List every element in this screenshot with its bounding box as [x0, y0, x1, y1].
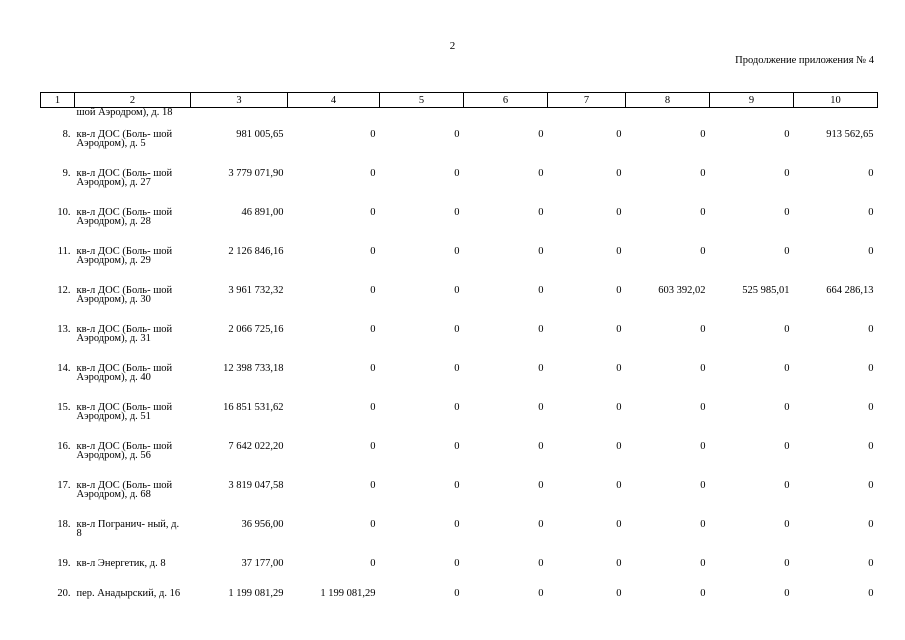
value-cell-c10: 0: [868, 480, 874, 491]
address-cell: кв-л ДОС (Боль- шой Аэродром), д. 28: [76, 207, 173, 227]
appendix-caption: Продолжение приложения № 4: [735, 55, 874, 66]
value-cell-c10: 0: [868, 168, 874, 179]
value-cell-c7: 0: [616, 441, 622, 452]
value-cell-c10: 0: [868, 363, 874, 374]
value-cell-c7: 0: [616, 363, 622, 374]
value-cell-c9: 0: [784, 129, 790, 140]
value-cell-c7: 0: [616, 246, 622, 257]
continuation-cell: шой Аэродром), д. 18: [76, 107, 173, 118]
address-cell: кв-л Погранич- ный, д. 8: [76, 519, 180, 539]
value-cell-c3: 37 177,00: [241, 558, 284, 569]
value-cell-c10: 0: [868, 402, 874, 413]
value-cell-c8: 0: [700, 441, 706, 452]
column-header-5: 5: [380, 93, 464, 108]
row-number: 9.: [62, 168, 71, 179]
value-cell-c7: 0: [616, 285, 622, 296]
value-cell-c6: 0: [538, 246, 544, 257]
row-number: 20.: [57, 588, 71, 599]
value-cell-c10: 0: [868, 558, 874, 569]
value-cell-c10: 0: [868, 441, 874, 452]
value-cell-c10: 913 562,65: [826, 129, 874, 140]
value-cell-c8: 0: [700, 246, 706, 257]
column-header-9: 9: [710, 93, 794, 108]
value-cell-c7: 0: [616, 324, 622, 335]
value-cell-c4: 0: [370, 207, 376, 218]
value-cell-c8: 0: [700, 363, 706, 374]
value-cell-c4: 0: [370, 402, 376, 413]
value-cell-c8: 0: [700, 129, 706, 140]
value-cell-c6: 0: [538, 363, 544, 374]
table-row-continuation: [41, 108, 878, 131]
table-row: [41, 403, 878, 442]
value-cell-c7: 0: [616, 168, 622, 179]
value-cell-c3: 981 005,65: [236, 129, 284, 140]
row-number: 16.: [57, 441, 71, 452]
value-cell-c4: 0: [370, 480, 376, 491]
value-cell-c6: 0: [538, 129, 544, 140]
value-cell-c4: 1 199 081,29: [320, 588, 376, 599]
value-cell-c3: 2 126 846,16: [228, 246, 284, 257]
value-cell-c5: 0: [454, 246, 460, 257]
value-cell-c4: 0: [370, 168, 376, 179]
row-number: 19.: [57, 558, 71, 569]
value-cell-c8: 0: [700, 324, 706, 335]
value-cell-c10: 0: [868, 207, 874, 218]
value-cell-c4: 0: [370, 363, 376, 374]
address-cell: кв-л ДОС (Боль- шой Аэродром), д. 51: [76, 402, 173, 422]
row-number: 15.: [57, 402, 71, 413]
value-cell-c3: 7 642 022,20: [228, 441, 284, 452]
value-cell-c8: 0: [700, 558, 706, 569]
row-number: 14.: [57, 363, 71, 374]
value-cell-c6: 0: [538, 480, 544, 491]
value-cell-c4: 0: [370, 129, 376, 140]
value-cell-c5: 0: [454, 363, 460, 374]
address-cell: кв-л ДОС (Боль- шой Аэродром), д. 5: [76, 129, 173, 149]
row-number: 10.: [57, 207, 71, 218]
value-cell-c8: 0: [700, 207, 706, 218]
column-header-10: 10: [794, 93, 878, 108]
value-cell-c5: 0: [454, 588, 460, 599]
value-cell-c8: 0: [700, 168, 706, 179]
value-cell-c9: 0: [784, 402, 790, 413]
table-row: [41, 169, 878, 208]
value-cell-c5: 0: [454, 129, 460, 140]
address-cell: кв-л ДОС (Боль- шой Аэродром), д. 56: [76, 441, 173, 461]
value-cell-c10: 0: [868, 588, 874, 599]
value-cell-c9: 0: [784, 480, 790, 491]
address-cell: кв-л Энергетик, д. 8: [76, 558, 166, 569]
value-cell-c5: 0: [454, 519, 460, 530]
address-cell: кв-л ДОС (Боль- шой Аэродром), д. 29: [76, 246, 173, 266]
value-cell-c8: 0: [700, 402, 706, 413]
address-cell: кв-л ДОС (Боль- шой Аэродром), д. 40: [76, 363, 173, 383]
value-cell-c9: 0: [784, 363, 790, 374]
value-cell-c4: 0: [370, 441, 376, 452]
value-cell-c6: 0: [538, 285, 544, 296]
value-cell-c3: 2 066 725,16: [228, 324, 284, 335]
value-cell-c7: 0: [616, 519, 622, 530]
value-cell-c9: 0: [784, 324, 790, 335]
column-header-7: 7: [548, 93, 626, 108]
value-cell-c4: 0: [370, 519, 376, 530]
value-cell-c6: 0: [538, 324, 544, 335]
value-cell-c3: 1 199 081,29: [228, 588, 284, 599]
table-row: [41, 589, 878, 617]
table-row: [41, 208, 878, 247]
value-cell-c7: 0: [616, 129, 622, 140]
value-cell-c6: 0: [538, 168, 544, 179]
row-number: 11.: [57, 246, 71, 257]
table-row: [41, 559, 878, 589]
table-row: [41, 247, 878, 286]
address-cell: кв-л ДОС (Боль- шой Аэродром), д. 30: [76, 285, 173, 305]
table-row: [41, 130, 878, 169]
value-cell-c9: 0: [784, 519, 790, 530]
value-cell-c9: 0: [784, 168, 790, 179]
address-cell: пер. Анадырский, д. 16: [76, 588, 181, 599]
value-cell-c5: 0: [454, 207, 460, 218]
row-number: 8.: [62, 129, 71, 140]
table-row: [41, 364, 878, 403]
address-cell: кв-л ДОС (Боль- шой Аэродром), д. 68: [76, 480, 173, 500]
value-cell-c9: 0: [784, 246, 790, 257]
value-cell-c9: 0: [784, 207, 790, 218]
value-cell-c3: 3 779 071,90: [228, 168, 284, 179]
value-cell-c5: 0: [454, 558, 460, 569]
table-row: [41, 325, 878, 364]
value-cell-c3: 12 398 733,18: [223, 363, 284, 374]
value-cell-c6: 0: [538, 588, 544, 599]
value-cell-c4: 0: [370, 324, 376, 335]
value-cell-c5: 0: [454, 480, 460, 491]
value-cell-c9: 0: [784, 588, 790, 599]
table-row: [41, 520, 878, 559]
row-number: 13.: [57, 324, 71, 335]
table-row: [41, 442, 878, 481]
value-cell-c3: 36 956,00: [241, 519, 284, 530]
data-table: [40, 92, 878, 617]
value-cell-c3: 3 961 732,32: [228, 285, 284, 296]
value-cell-c6: 0: [538, 558, 544, 569]
value-cell-c5: 0: [454, 441, 460, 452]
value-cell-c10: 0: [868, 519, 874, 530]
value-cell-c7: 0: [616, 207, 622, 218]
value-cell-c5: 0: [454, 168, 460, 179]
column-header-3: 3: [191, 93, 288, 108]
value-cell-c7: 0: [616, 480, 622, 491]
value-cell-c5: 0: [454, 324, 460, 335]
value-cell-c10: 0: [868, 246, 874, 257]
value-cell-c6: 0: [538, 207, 544, 218]
value-cell-c3: 3 819 047,58: [228, 480, 284, 491]
column-header-6: 6: [464, 93, 548, 108]
column-header-1: 1: [41, 93, 75, 108]
value-cell-c10: 664 286,13: [826, 285, 874, 296]
value-cell-c6: 0: [538, 402, 544, 413]
value-cell-c8: 0: [700, 480, 706, 491]
value-cell-c9: 0: [784, 441, 790, 452]
row-number: 18.: [57, 519, 71, 530]
value-cell-c7: 0: [616, 588, 622, 599]
value-cell-c8: 603 392,02: [658, 285, 706, 296]
value-cell-c6: 0: [538, 519, 544, 530]
value-cell-c4: 0: [370, 246, 376, 257]
table-row: [41, 286, 878, 325]
page-number: 2: [449, 40, 456, 52]
value-cell-c3: 16 851 531,62: [223, 402, 284, 413]
row-number: 12.: [57, 285, 71, 296]
value-cell-c4: 0: [370, 558, 376, 569]
value-cell-c9: 0: [784, 558, 790, 569]
value-cell-c3: 46 891,00: [241, 207, 284, 218]
value-cell-c9: 525 985,01: [742, 285, 790, 296]
column-header-4: 4: [288, 93, 380, 108]
address-cell: кв-л ДОС (Боль- шой Аэродром), д. 27: [76, 168, 173, 188]
header-row: [41, 93, 878, 108]
address-cell: кв-л ДОС (Боль- шой Аэродром), д. 31: [76, 324, 173, 344]
value-cell-c5: 0: [454, 402, 460, 413]
value-cell-c7: 0: [616, 402, 622, 413]
value-cell-c8: 0: [700, 519, 706, 530]
row-number: 17.: [57, 480, 71, 491]
value-cell-c5: 0: [454, 285, 460, 296]
column-header-8: 8: [626, 93, 710, 108]
value-cell-c7: 0: [616, 558, 622, 569]
value-cell-c10: 0: [868, 324, 874, 335]
column-header-2: 2: [75, 93, 191, 108]
value-cell-c8: 0: [700, 588, 706, 599]
value-cell-c6: 0: [538, 441, 544, 452]
value-cell-c4: 0: [370, 285, 376, 296]
table-row: [41, 481, 878, 520]
